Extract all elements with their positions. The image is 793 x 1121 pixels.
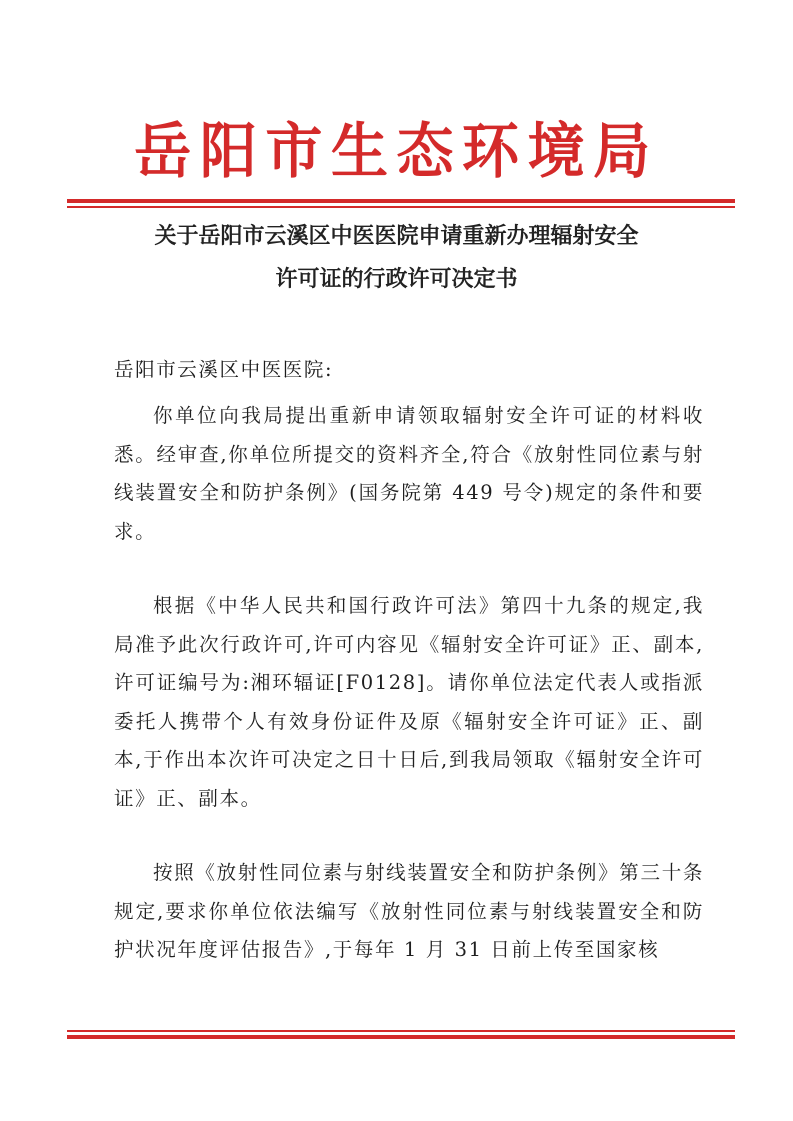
letterhead-rule-thick (67, 199, 735, 203)
paragraph-text: 按照《放射性同位素与射线装置安全和防护条例》第三十条规定,要求你单位依法编写《放射性同位素与射线装置安全和防护状况年度评估报告》,于每年 1 月 31 日前上传至国家核 (114, 861, 704, 961)
body-paragraph-2 (114, 587, 704, 818)
body-paragraph-1 (114, 397, 704, 551)
document-title-line2: 许可证的行政许可决定书 (275, 267, 518, 292)
agency-letterhead: 岳阳市生态环境局 (134, 117, 659, 187)
body-paragraph-3 (114, 854, 704, 970)
paragraph-text: 根据《中华人民共和国行政许可法》第四十九条的规定,我局准予此次行政许可,许可内容见《辐射安全许可证》正、副本,许可证编号为:湘环辐证[F0128]。请你单位法定代表人或指派委托人携带个人有效身份证件及原《辐射安全许可证》正、副本,于作出本次许可决定之日十日后,到我局领取《辐射安全许可证》正、副本。 (114, 594, 704, 810)
footer-rule-thick (67, 1035, 735, 1039)
addressee: 岳阳市云溪区中医医院: (114, 358, 334, 381)
footer-rule-thin (67, 1030, 735, 1032)
document-title-line1: 关于岳阳市云溪区中医医院申请重新办理辐射安全 (154, 224, 639, 249)
letterhead-rule-thin (67, 206, 735, 208)
paragraph-text: 你单位向我局提出重新申请领取辐射安全许可证的材料收悉。经审查,你单位所提交的资料齐全,符合《放射性同位素与射线装置安全和防护条例》(国务院第 449 号令)规定的条件和要求。 (114, 404, 704, 543)
